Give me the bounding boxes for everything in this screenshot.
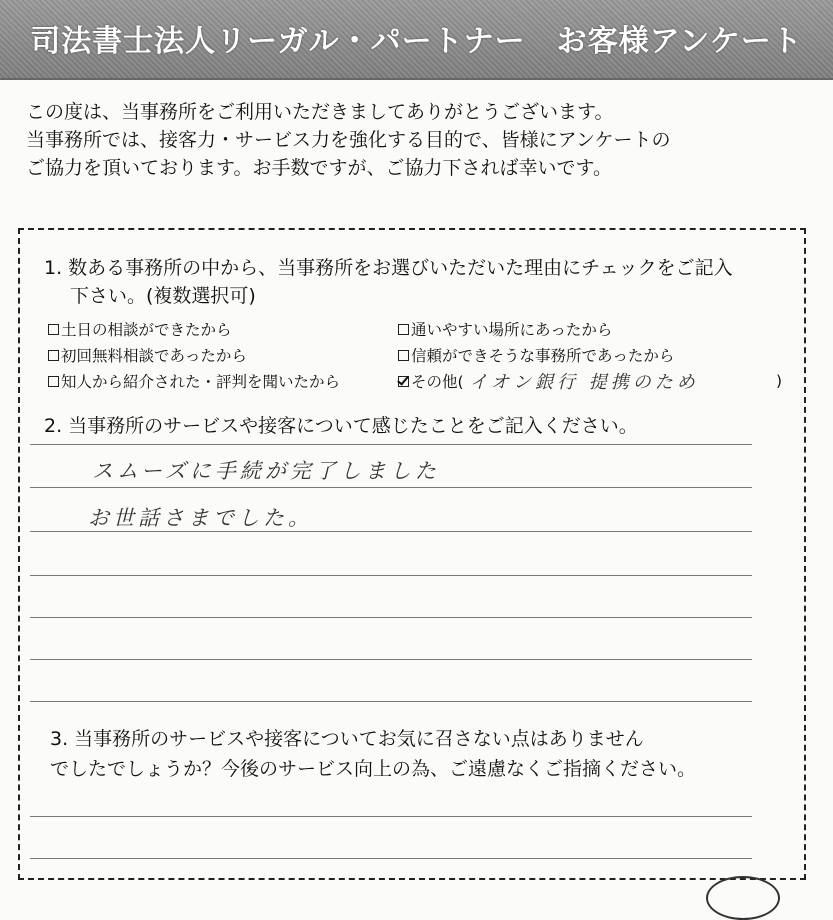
question-3-text (50, 724, 696, 784)
answer-line (30, 444, 752, 445)
header-banner (0, 0, 833, 80)
answer-line (30, 816, 752, 817)
question-3-line: でしたでしょうか？今後のサービス向上の為、ご遠慮なくご指摘ください。 (50, 758, 697, 780)
answer-line (30, 487, 752, 488)
question-2-text: 2. 当事務所のサービスや接客について感じたことをご記入ください。 (44, 415, 638, 437)
checkbox[interactable] (398, 324, 409, 335)
other-close-paren: ) (776, 372, 783, 390)
handwritten-other-reason[interactable]: イオン銀行 提携のため (469, 372, 699, 393)
option-label: 信頼ができそうな事務所であったから (411, 347, 675, 365)
checkbox-checked[interactable] (398, 376, 409, 387)
handwritten-answer[interactable]: スムーズに手続が完了しました (92, 459, 440, 483)
question-3-line: 3. 当事務所のサービスや接客についてお気に召さない点はありません (50, 728, 644, 750)
checkbox[interactable] (48, 350, 59, 361)
stamp-mark (706, 876, 780, 920)
option-other[interactable] (398, 368, 699, 394)
option-label: 通いやすい場所にあったから (411, 321, 613, 339)
intro-line: この度は、当事務所をご利用いただきましてありがとうございます。 (26, 101, 614, 123)
option-label: 土日の相談ができたから (61, 321, 232, 339)
handwritten-answer[interactable]: お世話さまでした。 (88, 506, 313, 530)
option-convenient-location[interactable] (398, 318, 612, 340)
answer-line (30, 531, 752, 532)
answer-line (30, 575, 752, 576)
answer-line (30, 659, 752, 660)
checkbox[interactable] (398, 350, 409, 361)
intro-text (26, 98, 816, 182)
option-referral[interactable] (48, 370, 340, 392)
page-title: 司法書士法人リーガル・パートナー お客様アンケート (30, 24, 803, 59)
option-trustworthy[interactable] (398, 344, 674, 366)
question-1-text: 1. 数ある事務所の中から、当事務所をお選びいただいた理由にチェックをご記入 (44, 257, 733, 279)
answer-line (30, 617, 752, 618)
option-label: その他( (411, 373, 464, 391)
option-weekend-consult[interactable] (48, 318, 232, 340)
checkbox[interactable] (48, 376, 59, 387)
question-1-subtext: 下さい。(複数選択可) (70, 285, 256, 307)
option-label: 知人から紹介された・評判を聞いたから (61, 373, 341, 391)
intro-line: ご協力を頂いております。お手数ですが、ご協力下されば幸いです。 (26, 157, 612, 179)
answer-line (30, 701, 752, 702)
checkbox[interactable] (48, 324, 59, 335)
answer-line (30, 858, 752, 859)
option-free-consult[interactable] (48, 344, 247, 366)
intro-line: 当事務所では、接客力・サービス力を強化する目的で、皆様にアンケートの (26, 129, 671, 151)
option-label: 初回無料相談であったから (61, 347, 247, 365)
